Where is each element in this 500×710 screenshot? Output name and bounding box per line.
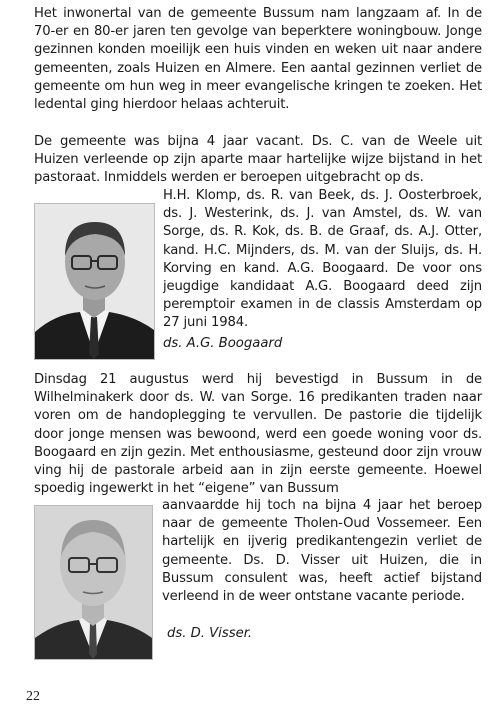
page-number: 22 xyxy=(26,689,40,704)
portrait-photo-visser xyxy=(34,505,153,660)
portrait-photo-boogaard xyxy=(34,203,155,360)
paragraph-vacancy: De gemeente was bijna 4 jaar vacant. Ds. C. van de Weele uit Huizen verleende op zijn aparte maar hartelijke wijze bijstand in het pastoraat. Inmiddels werden er beroepen uitgebracht op ds. xyxy=(34,134,482,186)
paragraph-installation: Dinsdag 21 augustus werd hij bevestigd in Bussum in de Wilhelminakerk door ds. W. van Sorge. 16 predikanten traden naar voren om de handoplegging te vervullen. De pastorie die tijdelijk door jonge mensen was bewoond, werd een goede woning voor ds. Boogaard en zijn gezin. Met enthousiasme, gesteund door zijn vrouw ving hij de pastorale arbeid aan in zijn eerste gemeente. Hoewel spoedig ingewerkt in het “eigene” van Bussum xyxy=(34,372,482,497)
photo-caption-boogaard: ds. A.G. Boogaard xyxy=(163,336,283,351)
paragraph-installation-continued: aanvaardde hij toch na bijna 4 jaar het beroep naar de gemeente Tholen-Oud Vossemeer. Een hartelijk en ijverig predikantengezin verliet de gemeente. Ds. D. Visser uit Huizen, die in Bussum consulent was, heeft actief bijstand verleend in de weer ontstane vacante periode. xyxy=(162,498,482,605)
paragraph-vacancy-continued: H.H. Klomp, ds. R. van Beek, ds. J. Oosterbroek, ds. J. Westerink, ds. J. van Amstel, ds. W. van Sorge, ds. R. Kok, ds. B. de Graaf, ds. A.J. Otter, kand. H.C. Mijnders, ds. M. van der Sluijs, ds. H. Korving en kand. A.G. Boogaard. De voor ons jeugdige kandidaat A.G. Boogaard deed zijn peremptoir examen in de classis Amsterdam op 27 juni 1984. xyxy=(163,188,482,331)
paragraph-population: Het inwonertal van de gemeente Bussum nam langzaam af. In de 70-er en 80-er jaren ten gevolge van beperktere woningbouw. Jonge gezinnen konden moeilijk een huis vinden en weken uit naar andere gemeenten, zoals Huizen en Almere. Een aantal gezinnen verliet de gemeente om hun weg in meer evangelische kringen te zoeken. Het ledental ging hierdoor helaas achteruit. xyxy=(34,6,482,113)
photo-caption-visser: ds. D. Visser. xyxy=(167,626,253,641)
